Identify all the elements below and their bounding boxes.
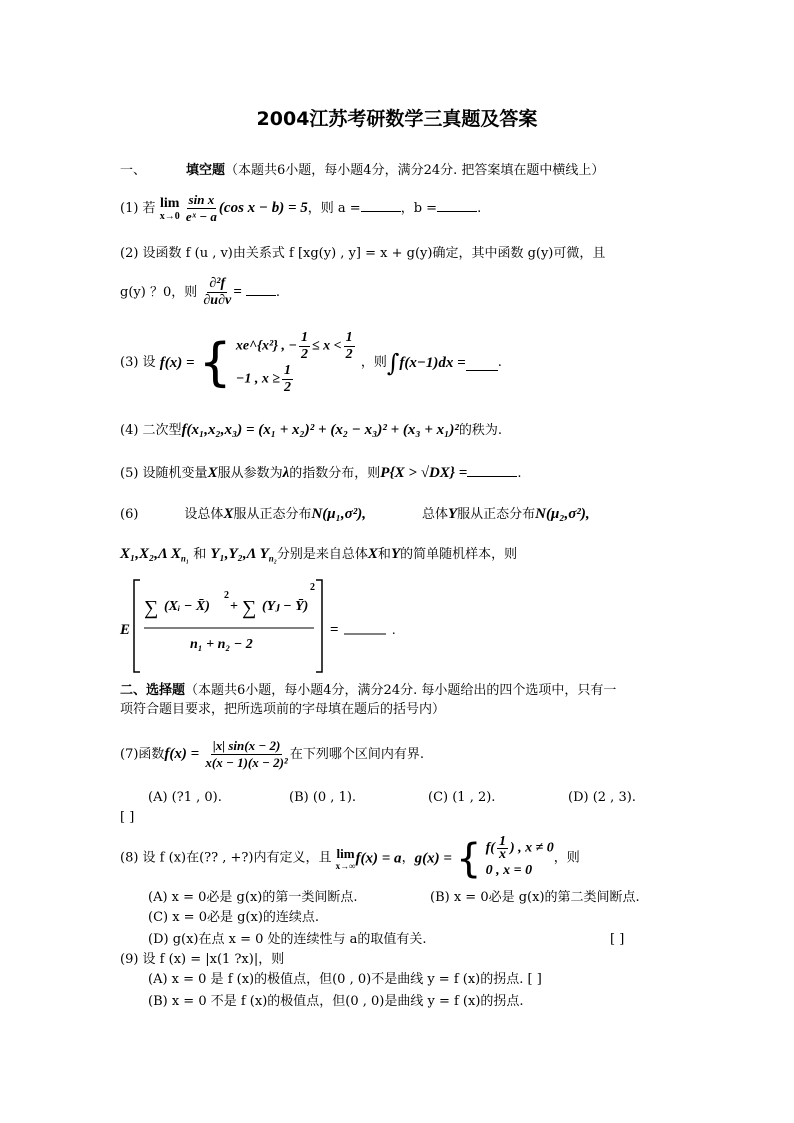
q1-label: (1) 若: [120, 201, 156, 216]
question-6-line2: [120, 544, 517, 569]
q6-plus: +: [230, 599, 238, 614]
q6-y: Y: [447, 506, 458, 522]
q5-mid2: 的指数分布，则: [289, 466, 381, 481]
q3-fx: f(x) =: [159, 355, 195, 371]
q8-limexpr: f(x) = a: [355, 850, 402, 867]
q1-blank-a[interactable]: [361, 197, 401, 212]
q6-end: .: [392, 623, 396, 638]
q3-half-den: 2: [301, 347, 308, 362]
q6-e-symbol: E: [120, 622, 131, 638]
q6-sum2: (Yⱼ − Ȳ): [262, 599, 309, 614]
q7-den: x(x − 1)(x − 2)²: [205, 755, 288, 770]
q2-eq: =: [233, 284, 242, 300]
q3-tail: ，则: [360, 355, 387, 370]
section1-header: [120, 160, 604, 181]
q3-half-den3: 2: [284, 380, 292, 395]
q7-fx: f(x) =: [164, 746, 200, 762]
q3-blank[interactable]: [466, 356, 498, 371]
q6-x: X: [223, 506, 234, 522]
q6-n2s: n₂: [268, 553, 277, 564]
q3-case2: −1 , x ≥: [235, 371, 281, 387]
q9-option-b[interactable]: (B) x = 0 不是 f (x)的极值点，但(0 , 0)是曲线 y = f (x)的拐点.: [148, 994, 524, 1009]
q6-eq: =: [330, 622, 339, 638]
q6-c: 总体: [421, 507, 448, 522]
q6-n1s: n₁: [180, 553, 190, 564]
q5-end: .: [517, 466, 522, 481]
q6-n1: N(μ₁,σ²),: [311, 506, 366, 522]
q4-expr: f(x₁,x₂,x₃) = (x₁ + x₂)² + (x₂ − x₃)² + (x₃ + x₁)²: [181, 422, 459, 438]
q1-frac-den: eˣ − a: [185, 209, 217, 224]
q1-lim-sub: x→0: [159, 210, 180, 222]
q1-tail: ，则 a =: [307, 201, 361, 216]
q7-option-d[interactable]: (D) (2 , 3).: [568, 790, 636, 805]
q6-xseq: X₁,X₂,Λ X: [120, 546, 181, 562]
q1-end: .: [477, 201, 482, 216]
q6-sq1: 2: [224, 590, 229, 601]
q8-c1num: 1: [498, 834, 506, 849]
section2-desc: （本题共6小题，每小题4分，满分24分. 每小题给出的四个选项中，只有一: [185, 683, 617, 698]
q6-yseq: Y₁,Y₂,Λ Y: [210, 546, 269, 562]
section2-name: 二、选择题: [120, 682, 186, 697]
q2-cond: g(y) ？0，则: [120, 285, 198, 300]
q4-tail: 的秩为.: [458, 423, 503, 438]
q8-lim-sub: x→∞: [335, 860, 356, 871]
q5-blank[interactable]: [467, 462, 517, 477]
q3-half-num: 1: [301, 330, 308, 345]
q6-e2: 的简单随机样本，则: [400, 547, 518, 562]
q6-d2: 和: [377, 547, 391, 562]
q7-answer-bracket[interactable]: [ ]: [120, 810, 135, 825]
q6-n2: N(μ₂,σ²),: [535, 506, 590, 522]
q7-option-c[interactable]: (C) (1 , 2).: [428, 790, 496, 805]
page-title: 2004江苏考研数学三真题及答案: [256, 108, 538, 130]
question-6-line1: [120, 504, 590, 525]
q3-end: .: [497, 355, 502, 370]
q6-d: 服从正态分布: [457, 507, 536, 522]
q8-c1b: ) , x ≠ 0: [509, 840, 554, 856]
q6-b: 服从正态分布: [233, 507, 312, 522]
q8-c1den: x: [498, 847, 506, 862]
q3-half-den2: 2: [345, 347, 353, 362]
section1-desc: （本题共6小题，每小题4分，满分24分. 把答案填在题中横线上）: [225, 163, 605, 178]
q6-a: 设总体: [184, 507, 224, 522]
q3-label: (3) 设: [120, 355, 156, 370]
question-3: [120, 330, 502, 396]
q4-label: (4) 二次型: [120, 423, 182, 438]
question-4: [120, 420, 502, 441]
q8-answer-bracket[interactable]: [ ]: [610, 932, 625, 947]
q1-lim: lim: [159, 195, 180, 211]
q3-integral: f(x−1)dx =: [399, 355, 466, 371]
q8-gx: g(x) =: [414, 850, 452, 867]
q1-sep: ，b =: [400, 201, 438, 216]
q3-half-num2: 1: [345, 330, 353, 345]
q7-option-a[interactable]: (A) (?1 , 0).: [148, 790, 222, 805]
q1-frac-num: sin x: [188, 192, 215, 207]
question-2-line2: [120, 276, 280, 309]
q5-label: (5) 设随机变量: [120, 466, 208, 481]
question-2-line1: (2) 设函数 f (u , v)由关系式 f [xg(y) , y] = x + g(y)确定，其中函数 g(y)可微，且: [120, 246, 606, 261]
q1-expr: (cos x − b) = 5: [218, 200, 308, 216]
q6-denominator: n₁ + n₂ − 2: [190, 637, 253, 652]
q8-option-b[interactable]: (B) x = 0必是 g(x)的第二类间断点.: [430, 890, 640, 905]
q8-option-d[interactable]: (D) g(x)在点 x = 0 处的连续性与 a的取值有关.: [148, 932, 427, 947]
section2-header: [120, 680, 616, 701]
q8-brace: {: [456, 835, 482, 882]
q2-frac-den: ∂u∂v: [203, 293, 232, 308]
section1-name: 填空题: [186, 162, 226, 177]
q6-sigma1: ∑: [144, 597, 159, 619]
q6-c2: 分别是来自总体: [276, 547, 368, 562]
q6-sq2: 2: [310, 582, 315, 593]
q2-frac-num: ∂²f: [209, 276, 226, 291]
q3-case1: xe^{x²} , −: [235, 338, 297, 354]
q7-num: |x| sin(x − 2): [212, 738, 281, 753]
q8-label: (8) 设 f (x)在(?? , +?)内有定义，且: [120, 850, 332, 866]
q2-end: .: [275, 285, 281, 300]
q6-and: 和: [193, 547, 207, 562]
question-7: [120, 738, 424, 771]
q8-option-a[interactable]: (A) x = 0必是 g(x)的第一类间断点.: [148, 890, 358, 905]
question-8: [120, 836, 580, 881]
q3-integral-sign: ∫: [386, 349, 400, 377]
q1-blank-b[interactable]: [437, 197, 477, 212]
section1-num: 一、: [120, 163, 147, 178]
q8-comma: ，: [401, 850, 415, 866]
q9-option-a[interactable]: (A) x = 0 是 f (x)的极值点，但(0 , 0)不是曲线 y = f (x)的拐点. [ ]: [148, 972, 542, 987]
q7-option-b[interactable]: (B) (0 , 1).: [289, 790, 357, 805]
q3-case1b: ≤ x <: [312, 338, 342, 354]
q5-lambda: λ: [282, 465, 290, 481]
q7-label: (7)函数: [120, 747, 165, 762]
q6-y2: Y: [390, 546, 401, 562]
question-1: [120, 192, 481, 225]
q6-sigma2: ∑: [242, 597, 257, 619]
q7-tail: 在下列哪个区间内有界.: [289, 747, 424, 762]
q8-c1a: f(: [485, 840, 495, 856]
q6-expectation-formula: [118, 576, 418, 676]
question-5: [120, 462, 521, 484]
q6-right-bracket: [316, 580, 322, 672]
q6-x2: X: [367, 546, 378, 562]
question-9: (9) 设 f (x) = |x(1 ?x)|，则: [120, 952, 285, 967]
q6-sum1: (Xᵢ − X̄): [164, 599, 210, 614]
q8-tail: ，则: [553, 850, 580, 866]
q5-expr: P{X > √DX} =: [380, 465, 468, 481]
section2-desc2: 项符合题目要求，把所选项前的字母填在题后的括号内）: [120, 702, 446, 717]
q2-blank[interactable]: [246, 281, 276, 296]
q5-x: X: [207, 465, 218, 481]
q8-lim: lim: [336, 845, 355, 861]
q8-c2: 0 , x = 0: [485, 863, 533, 878]
q6-left-bracket: [134, 580, 140, 672]
q3-brace: {: [198, 333, 232, 393]
q5-mid: 服从参数为: [217, 466, 283, 481]
q3-half-num3: 1: [284, 363, 292, 378]
q6-label: (6): [120, 507, 139, 522]
q8-option-c[interactable]: (C) x = 0必是 g(x)的连续点.: [148, 910, 320, 925]
